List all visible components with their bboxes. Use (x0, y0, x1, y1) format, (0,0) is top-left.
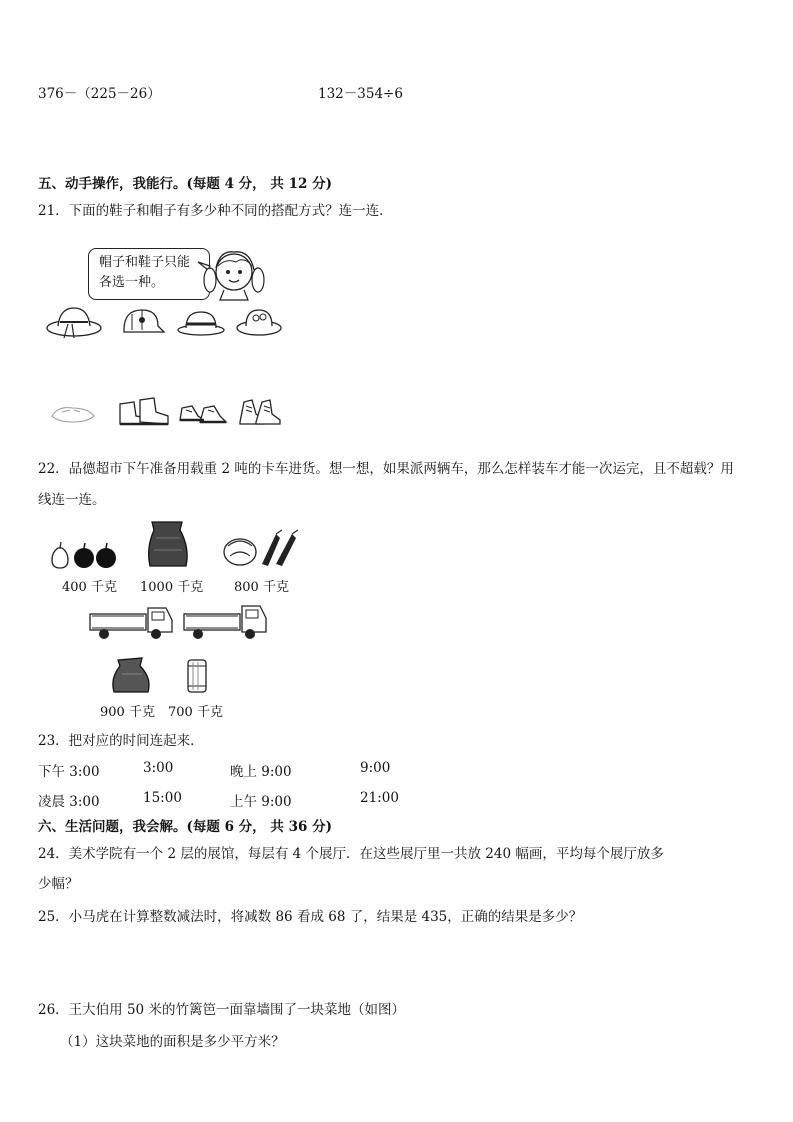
time-row2-3: 上午 9:00 (230, 794, 292, 810)
bubble-line-1: 帽子和鞋子只能 (99, 255, 191, 270)
small-sack-icon (108, 654, 154, 696)
sunhat-flower-icon (234, 304, 284, 338)
vegetables-icon (220, 528, 302, 570)
girl-illustration (196, 240, 276, 306)
weight-fruits: 400 千克 (62, 580, 117, 595)
sack-icon (144, 518, 192, 570)
section-6-title: 六、生活问题，我会解。(每题 6 分， 共 36 分) (38, 819, 332, 835)
question-24-line-2: 少幅？ (38, 876, 79, 892)
calc-expression-1: 376－（225－26） (38, 86, 161, 102)
time-row1-3: 晚上 9:00 (230, 764, 292, 780)
time-row2-2: 15:00 (143, 790, 182, 806)
hat-ribbon-icon (44, 302, 104, 342)
barrel-icon (184, 656, 210, 696)
weight-barrel: 700 千克 (168, 705, 223, 720)
time-row1-1: 下午 3:00 (38, 764, 100, 780)
truck-icon-2 (180, 600, 270, 642)
speech-bubble (88, 248, 210, 300)
weight-vegetables: 800 千克 (234, 580, 289, 595)
calc-expression-2: 132－354÷6 (318, 86, 403, 102)
sneakers-icon (176, 396, 230, 428)
time-row2-4: 21:00 (360, 790, 399, 806)
bubble-line-2: 各选一种。 (99, 275, 165, 290)
slipper-icon (48, 398, 98, 428)
question-21: 21．下面的鞋子和帽子有多少种不同的搭配方式？连一连． (38, 203, 393, 219)
weight-sack: 1000 千克 (140, 580, 204, 595)
question-26: 26．王大伯用 50 米的竹篱笆一面靠墙围了一块菜地（如图） (38, 1002, 405, 1018)
time-row2-1: 凌晨 3:00 (38, 794, 100, 810)
question-26-sub-1: （1）这块菜地的面积是多少平方米？ (60, 1034, 285, 1050)
truck-icon-1 (86, 602, 176, 642)
hightop-shoes-icon (234, 394, 284, 428)
time-row1-2: 3:00 (143, 760, 174, 776)
fruits-icon (46, 538, 120, 570)
fedora-icon (176, 306, 226, 338)
weight-small-sack: 900 千克 (100, 705, 155, 720)
question-22-line-1: 22．品德超市下午准备用载重 2 吨的卡车进货。想一想，如果派两辆车，那么怎样装车才能一次运完，且不超载？用 (38, 461, 734, 477)
question-23: 23．把对应的时间连起来． (38, 733, 204, 749)
cap-icon (118, 304, 168, 340)
question-25: 25．小马虎在计算整数减法时，将减数 86 看成 68 了，结果是 435，正确的结果是多少？ (38, 909, 583, 925)
question-24-line-1: 24．美术学院有一个 2 层的展馆，每层有 4 个展厅．在这些展厅里一共放 240 幅画，平均每个展厅放多 (38, 846, 664, 862)
time-row1-4: 9:00 (360, 760, 391, 776)
question-22-line-2: 线连一连。 (38, 492, 106, 508)
section-5-title: 五、动手操作，我能行。(每题 4 分， 共 12 分) (38, 176, 332, 192)
boots-icon (114, 392, 172, 430)
